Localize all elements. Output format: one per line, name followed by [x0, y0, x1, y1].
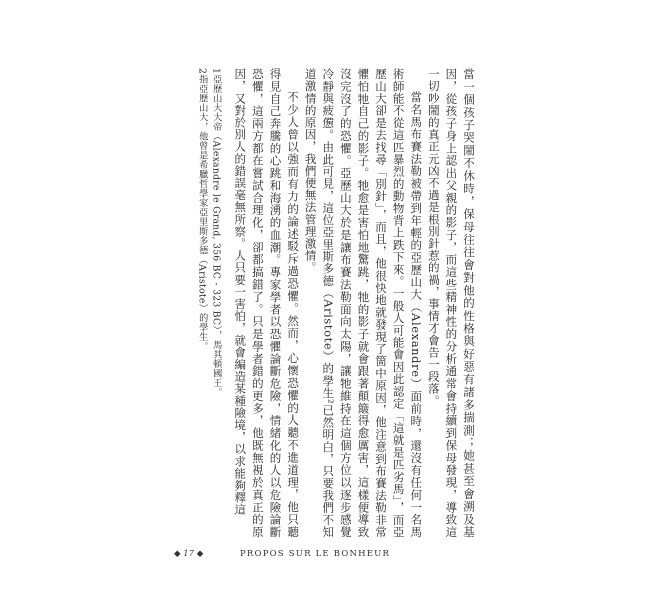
vertical-text-block: [167, 68, 477, 538]
paragraph-3: 不少人曾以強而有力的論述駁斥過恐懼。然而，心懷恐懼的人聽不進道理，他只聽得見自己奔騰的心跳和海湧的血潮。專家學者以恐懼論斷危險，情緒化的人以危險論斷恐懼，這兩方都在嘗試合理化，卻都搞錯了。只是學者錯的更多，他既無視於真正的原因，又對於別人的錯誤毫無所察。人只要一害怕，就會編造某種險境，以求能夠釋這: [233, 68, 301, 538]
paragraph-1: 當一個孩子哭鬧不休時，保母往往會對他的性格與好惡有諸多揣測；她甚至會溯及基因，從孩子身上認出父親的影子，而這些精神性的分析通常會持續到保母發現，導致這一切吵鬧的真正元凶不過是根別針惹的禍，事情才會告一段落。: [426, 68, 476, 538]
paragraph-2: 當名馬布賽法勒被帶到年輕的亞歷山大（Alexandre）面前時，還沒有任何一名馬術師能不從這匹暴烈的動物背上跌下來。一般人可能會因此認定「這就是匹劣馬」，而亞歷山大卻是去找尋「別針」，而且，他很快地就發現了箇中原因，他注意到布賽法勒非常懼怕牠自己的影子。牠愈是害怕地驚跳，牠的影子就會跟著顛簸得愈厲害，這樣便導致沒完沒了的恐懼。亞歷山大於是讓布賽法勒面向太陽，讓牠維持在這個方位以逐步感覺冷靜與疲憊。由此可見，這位亞里斯多德（Aristote）的學生²已然明白，只要我們不知道激情的原因，我們便無法管理激情。: [303, 68, 424, 538]
footnote-2: [195, 68, 209, 538]
page-footer: [174, 549, 474, 563]
footnote-1: [209, 68, 223, 538]
page-number: ◆ 17 ◆: [174, 549, 204, 559]
footnote-2-text: 指亞歷山大，他曾是希臘哲學家亞里斯多德（Aristote）的學生。: [196, 74, 208, 352]
footnote-1-number: 1: [210, 68, 222, 75]
footnotes: [195, 68, 223, 538]
footnote-2-number: 2: [196, 68, 208, 75]
footnote-1-text: 亞歷山大大帝（Alexandre le Grand, 356 BC - 323 BC），馬其頓國王。: [210, 74, 222, 397]
running-head: PROPOS SUR LE BONHEUR: [240, 549, 391, 559]
